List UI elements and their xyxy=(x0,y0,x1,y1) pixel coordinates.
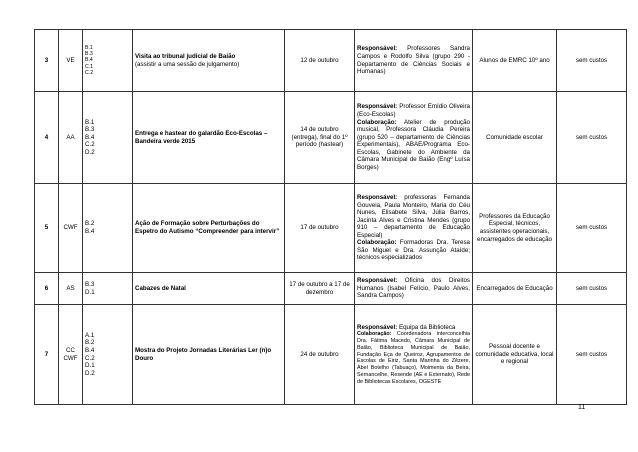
responsibles xyxy=(355,273,473,305)
criterion: B.4 xyxy=(85,133,95,141)
activity-number: 3 xyxy=(35,30,59,92)
collab-text: Atelier de produção musical, Professora Cláudia Pereira (grupo 520 – departamento de Ciências Experimentais), ABAE/Programa Eco-Escolas, Gabinete do Ambiente da Câmara Municipal de Baião (Engº Luísa Borges) xyxy=(357,118,470,171)
target-audience: Encarregados de Educação xyxy=(473,273,557,305)
criterion: C.2 xyxy=(85,141,95,149)
criterion: B.3 xyxy=(85,50,93,57)
criterion: D.1 xyxy=(85,362,95,370)
collab-label: Colaboração: xyxy=(357,239,397,247)
table-row xyxy=(35,92,627,184)
resp-label: Responsável: xyxy=(357,193,398,201)
collab-label: Colaboração: xyxy=(357,118,397,126)
activity-name: Visita ao tribunal judicial de Baião xyxy=(135,52,236,60)
target-audience: Alunos de EMRC 10º ano xyxy=(473,30,557,92)
criterion: B.3 xyxy=(85,280,95,288)
activity-date: 17 de outubro a 17 de dezembro xyxy=(285,273,355,305)
resp-label: Responsável: xyxy=(357,277,398,285)
activity-plan-table xyxy=(34,29,627,405)
resp-text: Professor Emídio Oliveira (Eco-Escolas) xyxy=(357,103,470,119)
criteria-list xyxy=(83,184,133,273)
page-number: 11 xyxy=(578,404,586,411)
collab-text: Coordenadora interconcelhia Dra. Fátima Macedo, Câmara Municipal de Baião, Biblioteca Municipal de Baião, Fundação Eça de Queiroz, Agrupamentos de Escolas de Eiriz, Santa Marinha do Zêzere, Abel Botelho (Tabuaço), Moimenta da Beira, Sernancelhe, Resende (AE e Externato), Rede de Bibliotecas Escolares, OGESTE xyxy=(357,331,470,385)
activity-number: 7 xyxy=(35,305,59,405)
responsibles xyxy=(355,92,473,184)
target-audience: Comunidade escolar xyxy=(473,92,557,184)
resp-label: Responsável: xyxy=(357,323,398,331)
criterion: C.2 xyxy=(85,70,94,77)
criterion: D.2 xyxy=(85,148,95,156)
activity-title: Mostra do Projeto Jornadas Literárias Ler (n)o Douro xyxy=(133,305,285,405)
criterion: B.4 xyxy=(85,228,95,235)
code-item: CWF xyxy=(63,354,78,362)
responsibles xyxy=(355,305,473,405)
criterion: D.1 xyxy=(85,288,95,296)
criterion: C.2 xyxy=(85,354,95,362)
activity-code: CWF xyxy=(59,184,83,273)
criterion: B.1 xyxy=(85,118,95,126)
responsibles xyxy=(355,30,473,92)
criterion: B.1 xyxy=(85,44,93,51)
cost: sem custos xyxy=(557,273,627,305)
table-row xyxy=(35,30,627,92)
criterion: B.3 xyxy=(85,126,95,134)
criteria-list xyxy=(83,273,133,305)
resp-text: Professores Sandra Campos e Rodolfo Silva (grupo 290 - Departamento de Ciências Sociais e Humanas) xyxy=(357,45,470,76)
cost: sem custos xyxy=(557,92,627,184)
code-item: CC xyxy=(66,346,75,354)
activity-code: AS xyxy=(59,273,83,305)
activity-code: AA xyxy=(59,92,83,184)
table-row xyxy=(35,305,627,405)
resp-label: Responsável: xyxy=(357,45,398,53)
activity-date: 12 de outubro xyxy=(285,30,355,92)
criteria-list xyxy=(83,305,133,405)
activity-title: Ação de Formação sobre Perturbações do Espetro do Autismo “Compreender para intervir” xyxy=(133,184,285,273)
activity-code: VE xyxy=(59,30,83,92)
criterion: C.1 xyxy=(85,63,94,70)
criterion: B.4 xyxy=(85,346,95,354)
collab-label: Colaboração: xyxy=(357,331,392,338)
resp-text: Equipa da Biblioteca xyxy=(397,323,456,331)
activity-date: 17 de outubro xyxy=(285,184,355,273)
activity-title: Cabazes de Natal xyxy=(133,273,285,305)
criterion: D.2 xyxy=(85,369,95,377)
resp-text: Oficina dos Direitos Humanos (Isabel Felício, Paulo Alves, Sandra Campos) xyxy=(357,277,470,300)
activity-subtitle: (assistir a uma sessão de julgamento) xyxy=(135,60,240,68)
resp-label: Responsável: xyxy=(357,103,398,111)
criteria-list xyxy=(83,30,133,92)
activity-number: 6 xyxy=(35,273,59,305)
activity-date: 14 de outubro (entrega), final do 1º período (hastear) xyxy=(285,92,355,184)
target-audience: Pessoal docente e comunidade educativa, local e regional xyxy=(473,305,557,405)
resp-text: professoras Fernanda Gouveia, Paula Monteiro, Maria do Céu Nunes, Elisabete Silva, Júlia Barros, Jacinta Alves e Cristina Mendes (grupo 910 – departamento de Educação Especial) xyxy=(357,193,470,239)
cost: sem custos xyxy=(557,305,627,405)
responsibles xyxy=(355,184,473,273)
activity-date: 24 de outubro xyxy=(285,305,355,405)
target-audience: Professores da Educação Especial, técnicos, assistentes operacionais, encarregados de educação xyxy=(473,184,557,273)
criterion: A.1 xyxy=(85,331,95,339)
criteria-list xyxy=(83,92,133,184)
table-row xyxy=(35,184,627,273)
criterion: B.2 xyxy=(85,220,95,228)
activity-code xyxy=(59,305,83,405)
activity-title xyxy=(133,30,285,92)
criterion: B.4 xyxy=(85,57,93,64)
criterion: B.2 xyxy=(85,339,95,347)
table-row xyxy=(35,273,627,305)
collab-text: Formadoras Dra. Teresa São Miguel e Dra. Assunção Ataíde; técnicos especializados xyxy=(357,239,470,262)
cost: sem custos xyxy=(557,30,627,92)
activity-number: 5 xyxy=(35,184,59,273)
activity-number: 4 xyxy=(35,92,59,184)
cost: sem custos xyxy=(557,184,627,273)
activity-title: Entrega e hastear do galardão Eco-Escolas – Bandeira verde 2015 xyxy=(133,92,285,184)
